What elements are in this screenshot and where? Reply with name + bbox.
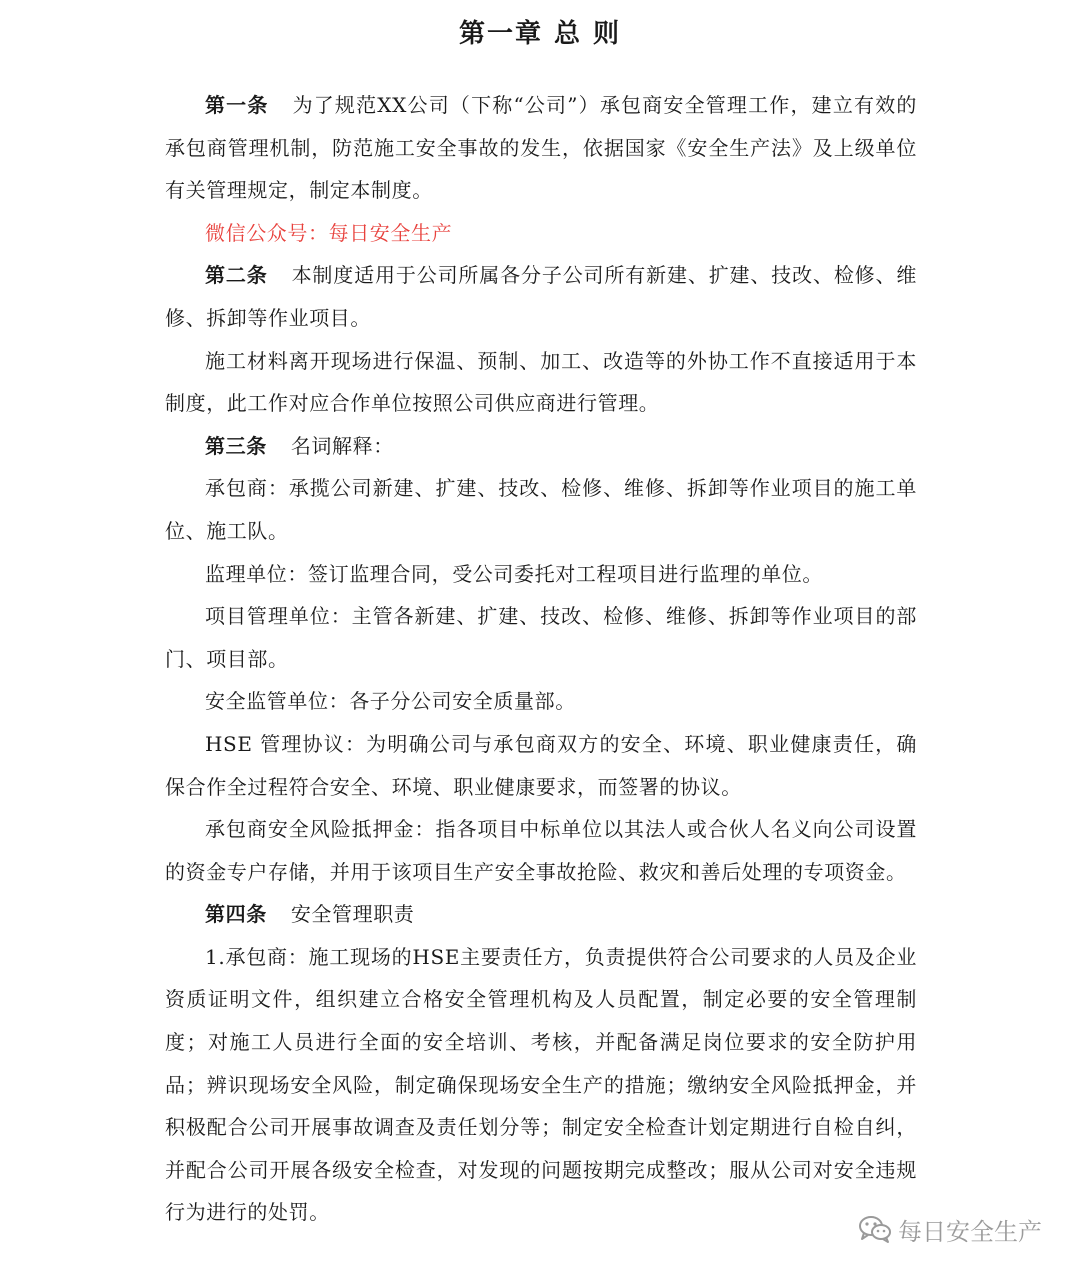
article-4-label: 第四条 — [205, 902, 267, 927]
term-contractor: 承包商：承揽公司新建、扩建、技改、检修、维修、拆卸等作业项目的施工单位、施工队。 — [165, 476, 917, 543]
article-1-label: 第一条 — [205, 93, 269, 117]
article-2-label: 第二条 — [205, 263, 268, 288]
term-safety-supervision-unit: 安全监管单位：各子分公司安全质量部。 — [205, 689, 576, 714]
article-2-para-2: 施工材料离开现场进行保温、预制、加工、改造等的外协工作不直接适用于本制度，此工作对应合作单位按照公司供应商进行管理。 — [165, 348, 917, 416]
chapter-title: 第一章 总 则 — [458, 19, 622, 49]
term-supervision-unit: 监理单位：签订监理合同，受公司委托对工程项目进行监理的单位。 — [205, 561, 823, 586]
term-risk-deposit: 承包商安全风险抵押金：指各项目中标单位以其法人或合伙人名义向公司设置的资金专户存储，并用于该项目生产安全事故抢险、救灾和善后处理的专项资金。 — [165, 817, 917, 884]
article-3-text: 名词解释： — [290, 433, 394, 458]
article-4 — [165, 893, 917, 936]
document-body — [165, 84, 917, 1234]
article-3-label: 第三条 — [205, 433, 267, 458]
article-1 — [165, 84, 917, 212]
wechat-icon — [858, 1214, 892, 1244]
wechat-note: 微信公众号：每日安全生产 — [205, 220, 453, 245]
article-1-text: 为了规范XX公司（下称“公司”）承包商安全管理工作，建立有效的承包商管理机制，防范施工安全事故的发生，依据国家《安全生产法》及上级单位有关管理规定，制定本制度。 — [165, 93, 917, 203]
article-4-text: 安全管理职责 — [290, 902, 415, 927]
article-2-text: 本制度适用于公司所属各分子公司所有新建、扩建、技改、检修、维修、拆卸等作业项目。 — [165, 263, 917, 330]
article-4-item-1: 1.承包商：施工现场的HSE主要责任方，负责提供符合公司要求的人员及企业资质证明文件，组织建立合格安全管理机构及人员配置，制定必要的安全管理制度；对施工人员进行全面的安全培训、考核，并配备满足岗位要求的安全防护用品；辨识现场安全风险，制定确保现场安全生产的措施；缴纳安全风险抵押金，并积极配合公司开展事故调查及责任划分等；制定安全检查计划定期进行自检自纠，并配合公司开展各级安全检查，对发现的问题按期完成整改；服从公司对安全违规行为进行的处罚。 — [165, 944, 917, 1225]
article-3 — [165, 425, 917, 468]
term-project-management-unit: 项目管理单位：主管各新建、扩建、技改、检修、维修、拆卸等作业项目的部门、项目部。 — [165, 604, 917, 671]
watermark — [854, 1212, 1046, 1246]
watermark-text: 每日安全生产 — [898, 1217, 1042, 1246]
term-hse-agreement: HSE 管理协议：为明确公司与承包商双方的安全、环境、职业健康责任，确保合作全过程符合安全、环境、职业健康要求，而签署的协议。 — [165, 731, 917, 799]
article-2 — [165, 254, 917, 339]
